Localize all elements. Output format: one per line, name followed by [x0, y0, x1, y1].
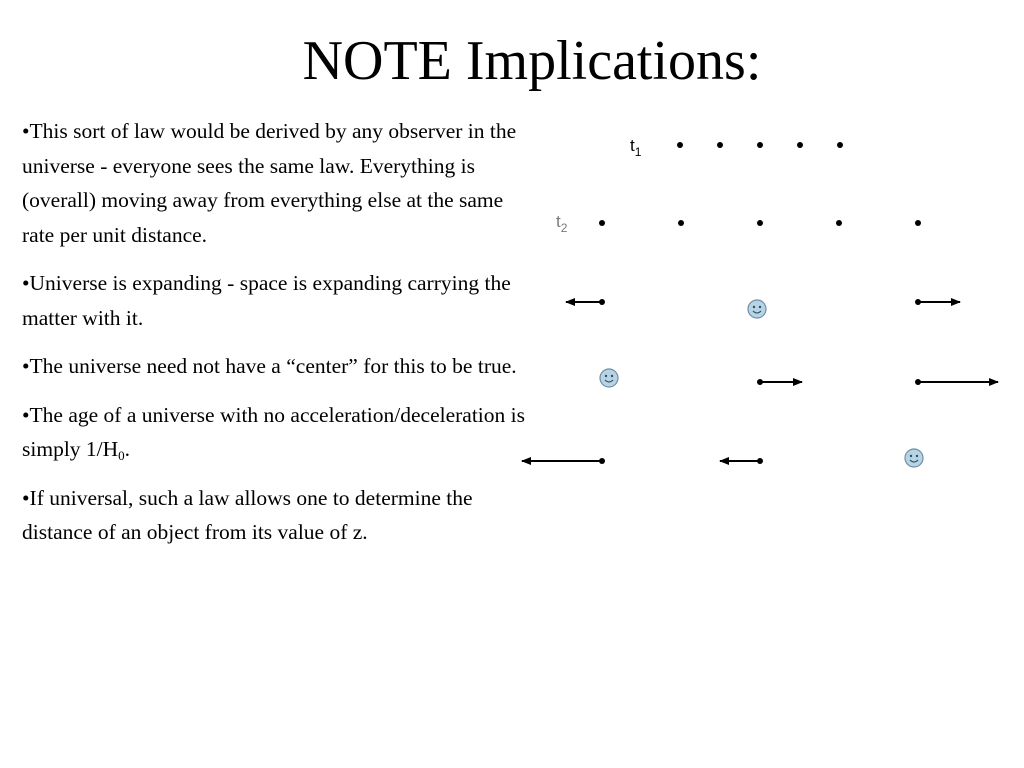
- galaxy-dot: [757, 220, 763, 226]
- bullet-item: [22, 266, 527, 335]
- hubble-subscript: 0: [118, 448, 125, 463]
- bullet-item: [22, 398, 527, 467]
- bullet-text: If universal, such a law allows one to determine the distance of an object from its value of z.: [22, 485, 473, 544]
- galaxy-dot: [757, 142, 763, 148]
- galaxy-dot: [599, 220, 605, 226]
- bullet-item: [22, 481, 527, 550]
- smiley-face-icon: [905, 449, 923, 467]
- smiley-face-icon: [600, 369, 618, 387]
- bullet-item: [22, 349, 527, 384]
- bullet-text: Universe is expanding - space is expanding carrying the matter with it.: [22, 271, 511, 330]
- slide-title: NOTE Implications:: [302, 30, 762, 92]
- bullet-text: The universe need not have a “center” for this to be true.: [29, 354, 517, 378]
- bullet-list: [22, 114, 527, 550]
- observer-view-left: [600, 369, 998, 387]
- t2-label: $t_2$: [556, 212, 568, 235]
- galaxy-dot: [797, 142, 803, 148]
- bullet-text-end: .: [124, 437, 131, 461]
- bullet-marker: •: [22, 119, 30, 143]
- t1-galaxy-row: [677, 142, 843, 148]
- observer-view-center: [566, 299, 960, 318]
- t2-galaxy-row: [599, 220, 921, 226]
- expansion-diagram: [510, 120, 1005, 480]
- bullet-marker: •: [22, 485, 30, 510]
- galaxy-dot: [837, 142, 843, 148]
- bullet-marker: •: [22, 402, 30, 427]
- smiley-face-icon: [748, 300, 766, 318]
- t1-label: $t_1$: [630, 136, 642, 159]
- galaxy-dot: [915, 220, 921, 226]
- galaxy-dot: [678, 220, 684, 226]
- galaxy-dot: [836, 220, 842, 226]
- observer-view-right: [522, 449, 923, 467]
- bullet-marker: •: [22, 354, 30, 378]
- galaxy-dot: [717, 142, 723, 148]
- galaxy-dot: [599, 299, 605, 305]
- bullet-item: [22, 114, 527, 252]
- bullet-marker: •: [22, 271, 30, 295]
- galaxy-dot: [677, 142, 683, 148]
- bullet-text: This sort of law would be derived by any observer in the universe - everyone sees the same law. Everything is (overall) moving away from everything else at the same rate per unit distance.: [22, 119, 517, 247]
- bullet-text: The age of a universe with no acceleration/deceleration is simply 1/H: [22, 402, 525, 461]
